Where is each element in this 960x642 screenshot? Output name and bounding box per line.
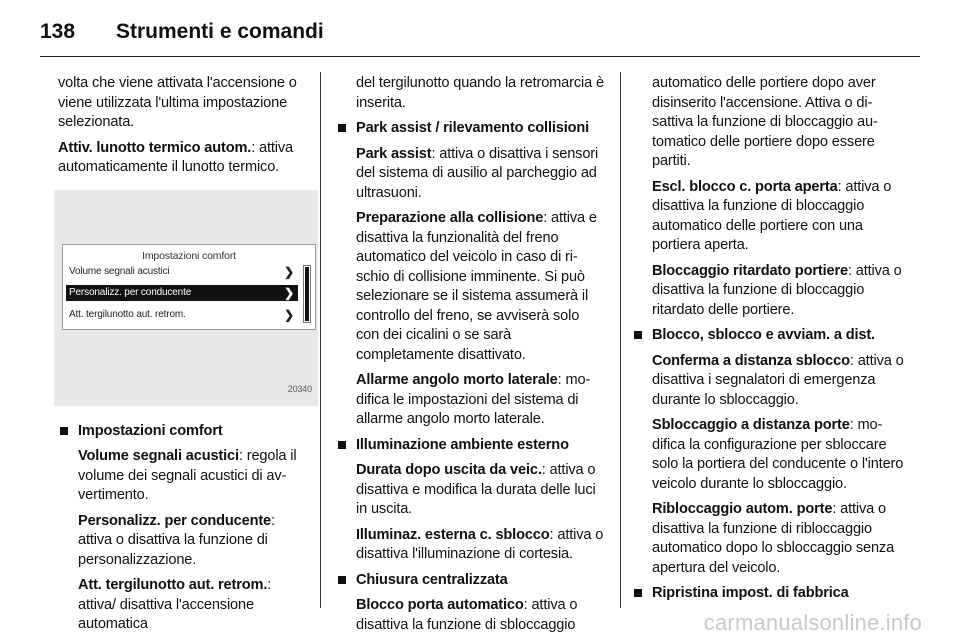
paragraph: Conferma a distanza sblocco: attiva o disattiva i segnalatori di emergenza durante lo sbloccaggio. [652, 352, 904, 408]
column-3 [632, 74, 908, 610]
display-screen [62, 244, 316, 330]
term: Bloccaggio ritardato portiere [652, 262, 848, 279]
term: Escl. blocco c. porta aperta [652, 178, 838, 195]
paragraph: Allarme angolo morto laterale: modifica le impostazioni del sistema di allarme angolo morto laterale. [356, 372, 591, 427]
term: Preparazione alla collisione [356, 210, 544, 226]
term: Volume segnali acustici [78, 448, 239, 464]
bullet-square-icon [634, 589, 642, 597]
scroll-thumb [305, 267, 309, 321]
term: Sbloccaggio a distanza porte [652, 417, 850, 433]
section-heading: Illuminazione ambiente esterno [336, 436, 604, 456]
section-heading: Chiusura centralizzata [336, 571, 604, 591]
term: Blocco porta automatico [356, 597, 524, 613]
paragraph: Blocco porta automatico: attiva o disattiva la funzione di sbloccaggio [356, 597, 578, 633]
chevron-right-icon: ❯ [284, 307, 294, 322]
scrollbar [303, 265, 311, 323]
bullet-square-icon [338, 124, 346, 132]
bullet-square-icon [338, 441, 346, 449]
paragraph: Volume segnali acustici: regola il volume dei segnali acustici di avvertimento. [78, 448, 297, 503]
term: Personalizz. per conducente [78, 512, 272, 529]
paragraph: Att. tergilunotto aut. retrom.: attiva/ disattiva l'accensione automatica [78, 577, 272, 632]
paragraph: Ribloccaggio autom. porte: attiva o disattiva la funzione di ribloccaggio automatico dopo lo sbloccaggio senza apertura del veicolo. [652, 501, 895, 576]
paragraph: Illuminaz. esterna c. sblocco: attiva o disattiva l'illuminazione di cortesia. [356, 526, 604, 562]
term: Att. tergilunotto aut. retrom. [78, 577, 268, 593]
bullet-square-icon [338, 576, 346, 584]
page-number: 138 [40, 20, 76, 43]
screen-title: Impostazioni comfort [142, 249, 236, 262]
column-divider [620, 72, 621, 608]
comfort-settings-figure [54, 190, 318, 406]
term: Ribloccaggio autom. porte [652, 501, 833, 517]
bullet-square-icon [634, 331, 642, 339]
term: Allarme angolo morto laterale [356, 372, 558, 388]
section-heading: Park assist / rilevamento collisioni [336, 119, 604, 139]
paragraph: Personalizz. per conducente: attiva o disattiva la funzione di personalizzazione. [78, 512, 275, 568]
term: Durata dopo uscita da veic. [356, 462, 542, 478]
paragraph: del tergilunotto quando la retromarcia è inserita. [356, 75, 604, 111]
paragraph: Sbloccaggio a distanza porte: modifica la configurazione per sbloccare solo la portiera del conducente o l'intero veicolo durante lo sbloccaggio. [652, 417, 904, 492]
paragraph: Bloccaggio ritardato portiere: attiva o disattiva la funzione di bloccaggio ritardato delle portiere. [652, 262, 902, 318]
menu-item-volume: Volume segnali acustici ❯ [69, 264, 294, 279]
column-1 [58, 74, 312, 641]
paragraph: volta che viene attivata l'accensione o viene utilizzata l'ultima impostazione selezionata. [58, 75, 297, 130]
chevron-right-icon: ❯ [284, 285, 294, 300]
paragraph: automatico delle portiere dopo aver disinserito l'accensione. Attiva o disattiva la funzione di bloccaggio automatico delle portiere dopo essere partiti. [652, 75, 878, 169]
bullet-square-icon [60, 427, 68, 435]
section-heading: Blocco, sblocco e avviam. a dist. [632, 326, 908, 346]
term: Conferma a distanza sblocco [652, 352, 850, 369]
paragraph: Preparazione alla collisione: attiva e disattiva la funzionalità del freno automatico del veicolo in caso di rischio di collisione imminente. Si può selezionare se il sistema assumerà il controllo del freno, se avviserà solo con dei cicalini o se sarà completamente disattivato. [356, 210, 597, 363]
paragraph: Escl. blocco c. porta aperta: attiva o disattiva la funzione di bloccaggio automatico delle portiere con una portiera aperta. [652, 178, 892, 253]
term: Park assist [356, 145, 432, 162]
header-rule [40, 56, 920, 57]
menu-item-personalization: Personalizz. per conducente ❯ [66, 285, 298, 301]
paragraph: Park assist: attiva o disattiva i sensori del sistema di ausilio al parcheggio ad ultrasuoni. [356, 145, 599, 201]
section-heading: Ripristina impost. di fabbrica [632, 584, 908, 604]
chevron-right-icon: ❯ [284, 264, 294, 279]
watermark: carmanualsonline.info [703, 610, 922, 635]
column-divider [320, 72, 321, 608]
page-title: Strumenti e comandi [116, 20, 324, 43]
section-heading: Impostazioni comfort [58, 422, 298, 442]
column-2 [336, 74, 604, 641]
term: Attiv. lunotto termico autom. [58, 139, 252, 156]
figure-number: 20340 [287, 384, 312, 394]
paragraph: Durata dopo uscita da veic.: attiva o disattiva e modifica la durata delle luci in uscita. [356, 462, 596, 517]
term: Illuminaz. esterna c. sblocco [356, 526, 550, 543]
menu-item-rear-wiper: Att. tergilunotto aut. retrom. ❯ [69, 307, 294, 322]
paragraph: Attiv. lunotto termico autom.: attiva automaticamente il lunotto termico. [58, 139, 293, 175]
